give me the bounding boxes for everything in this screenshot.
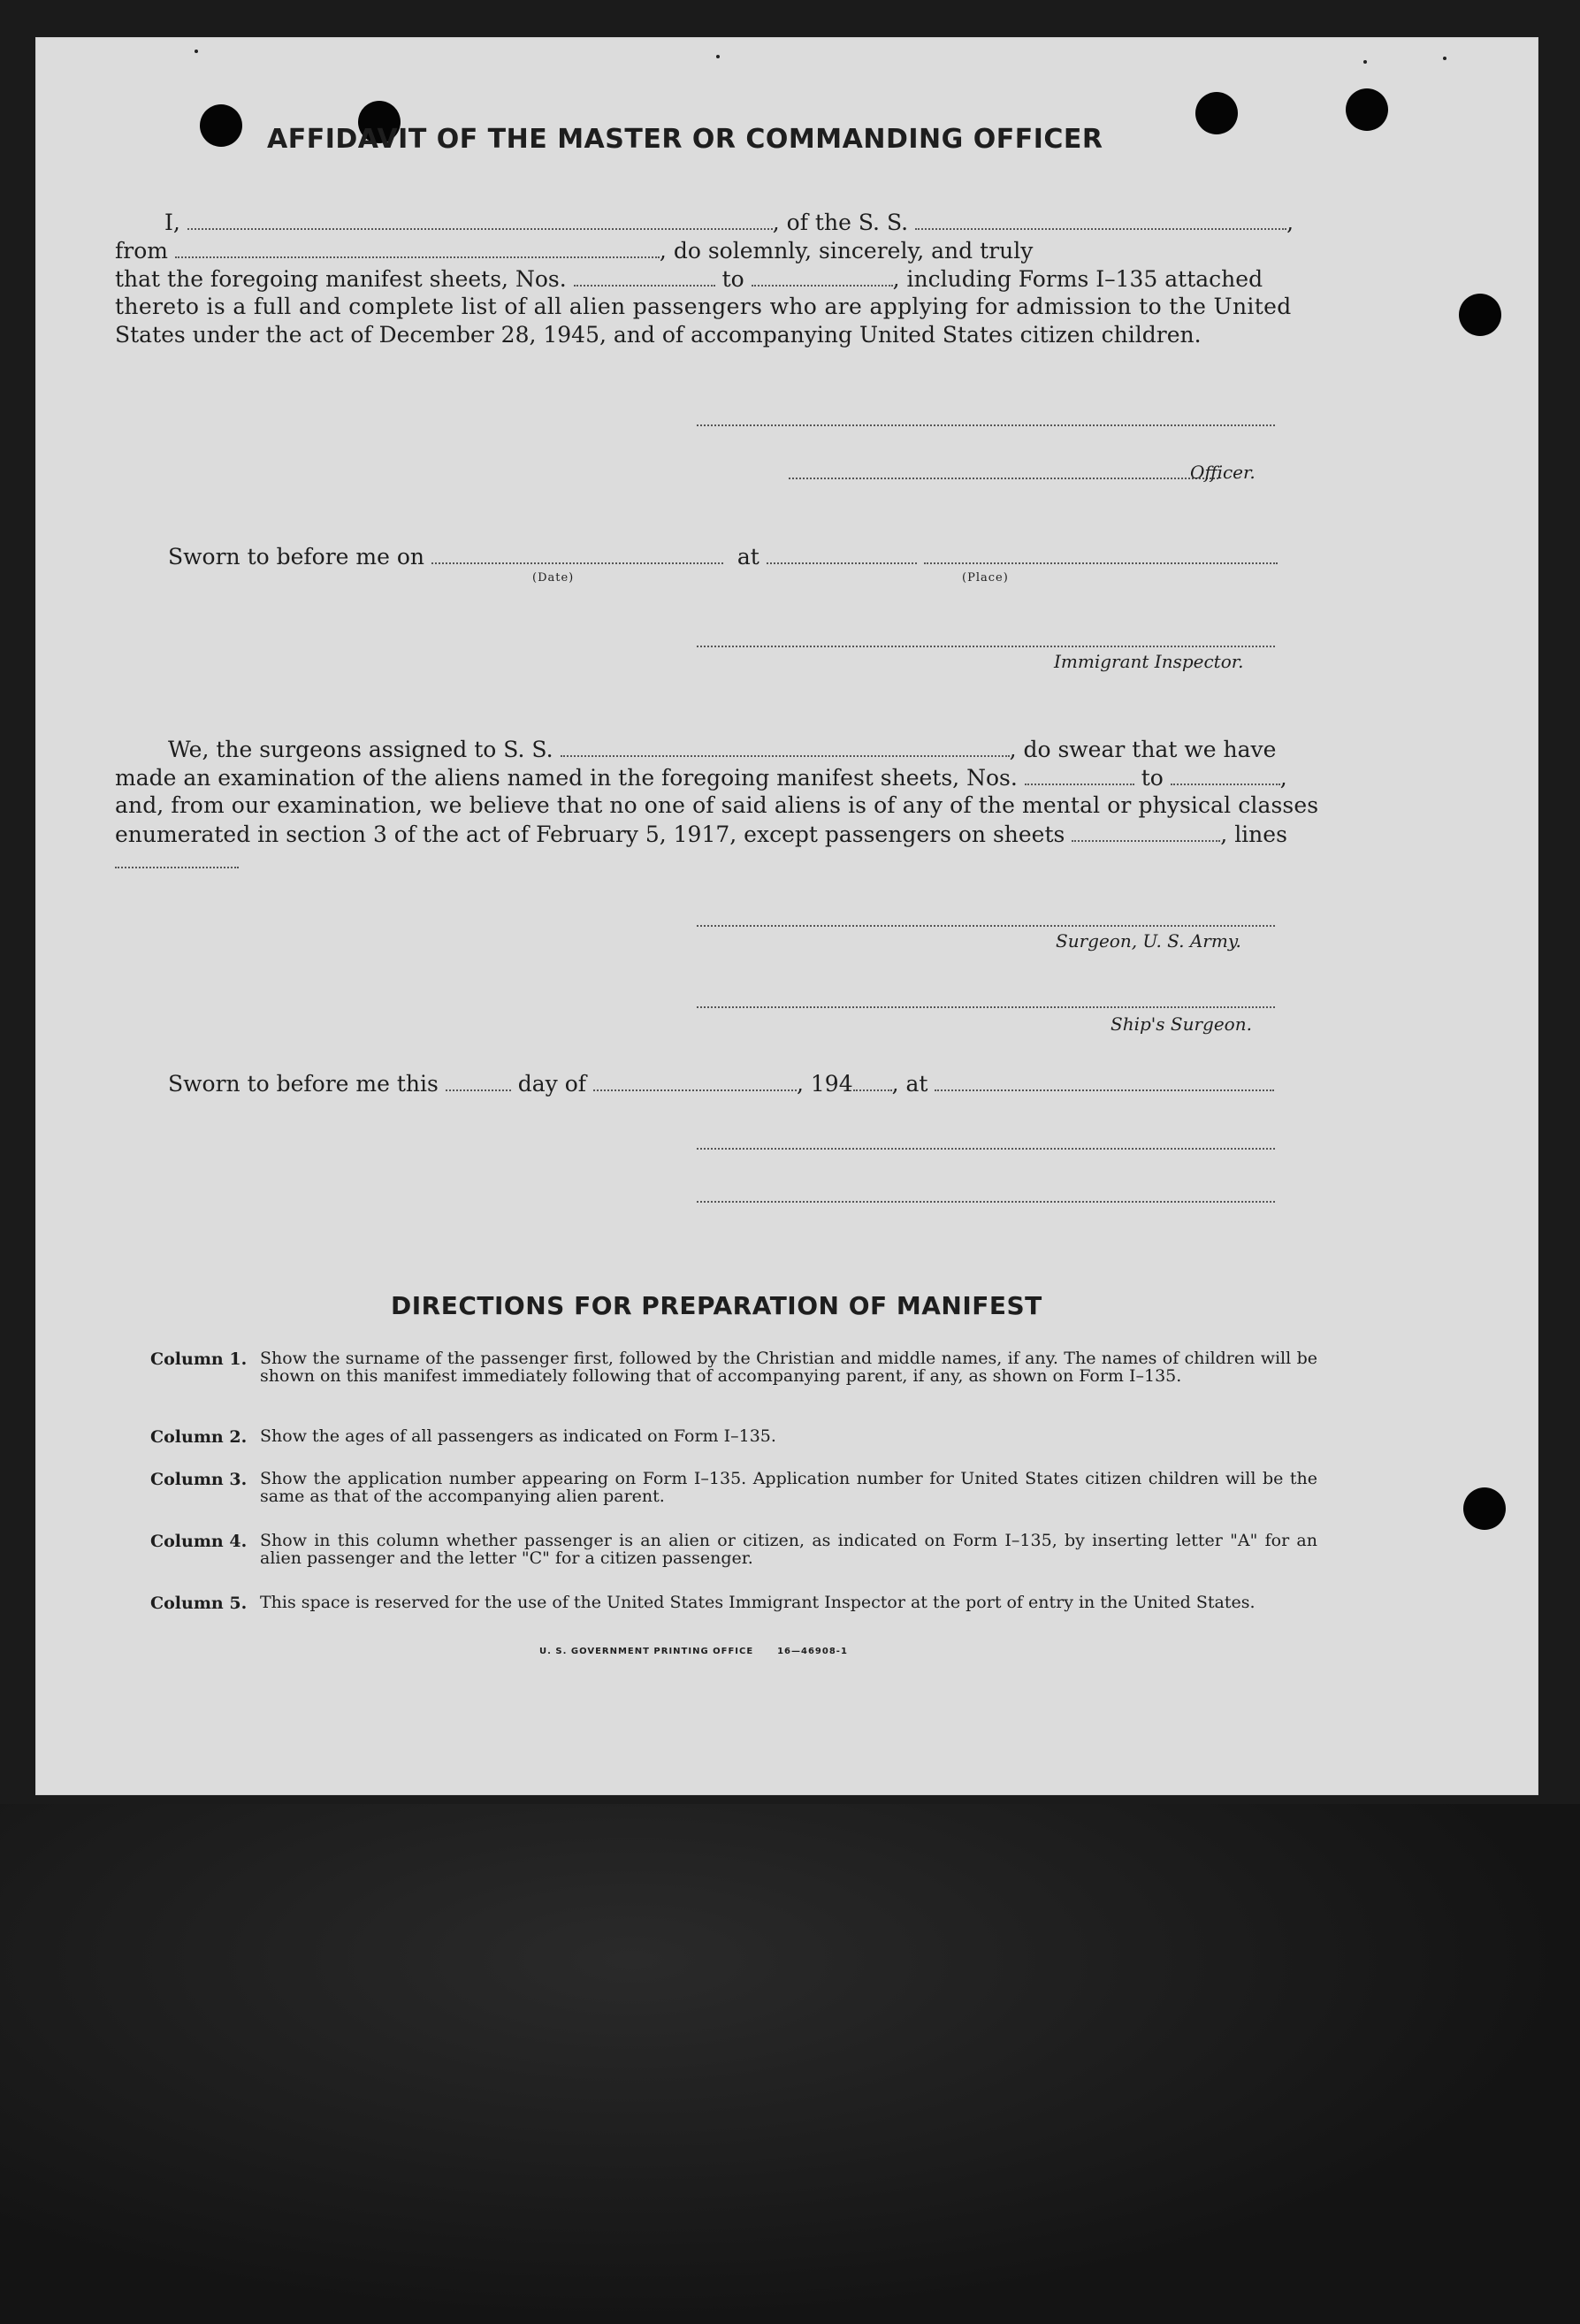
surgeons-line-2 bbox=[115, 764, 1287, 791]
speck bbox=[1363, 60, 1367, 64]
text: , do swear that we have bbox=[1009, 737, 1277, 762]
except-sheets-blank[interactable] bbox=[1072, 821, 1220, 842]
text: enumerated in section 3 of the act of February 5, 1917, except passengers on sheets bbox=[115, 822, 1065, 847]
punch-hole-6 bbox=[1463, 1487, 1506, 1530]
surgeons-inspector-line-1[interactable] bbox=[697, 1148, 1275, 1150]
surgeons-sheet-to-blank[interactable] bbox=[1171, 764, 1280, 785]
place-blank-2[interactable] bbox=[924, 543, 1278, 564]
master-signature-line[interactable] bbox=[697, 424, 1275, 426]
sworn-line-1 bbox=[168, 543, 1278, 570]
direction-text: Show the ages of all passengers as indicated on Form I–135. bbox=[260, 1426, 776, 1446]
punch-hole-5 bbox=[1459, 294, 1501, 336]
text: We, the surgeons assigned to S. S. bbox=[168, 737, 553, 762]
place-blank-1[interactable] bbox=[767, 543, 917, 564]
direction-label: Column 4. bbox=[150, 1532, 248, 1551]
officer-caption: Officer. bbox=[1190, 462, 1256, 483]
printer-name: U. S. GOVERNMENT PRINTING OFFICE bbox=[539, 1647, 754, 1656]
text: to bbox=[721, 266, 744, 292]
except-lines-blank[interactable] bbox=[115, 867, 239, 868]
direction-label: Column 1. bbox=[150, 1349, 248, 1369]
port-blank[interactable] bbox=[175, 237, 660, 258]
year-blank[interactable] bbox=[853, 1070, 892, 1091]
date-caption: (Date) bbox=[532, 571, 575, 585]
ship-surgeon-signature-line[interactable] bbox=[697, 1006, 1275, 1008]
inspector-signature-line[interactable] bbox=[697, 646, 1275, 647]
punch-hole-1 bbox=[200, 104, 242, 147]
text: that the foregoing manifest sheets, Nos. bbox=[115, 266, 567, 292]
text: , of the S. S. bbox=[772, 210, 909, 235]
direction-text: This space is reserved for the use of the United States Immigrant Inspector at the port of entry in the United States. bbox=[260, 1593, 1256, 1612]
officer-signature-line[interactable] bbox=[789, 478, 1218, 479]
text: , do solemnly, sincerely, and truly bbox=[659, 238, 1034, 264]
text: at bbox=[737, 544, 759, 570]
text: , lines bbox=[1220, 822, 1287, 847]
surgeons-line-4 bbox=[115, 821, 1287, 848]
text: to bbox=[1141, 765, 1164, 791]
speck bbox=[195, 50, 198, 53]
affidavit-line-4: thereto is a full and complete list of all alien passengers who are applying for admission to the United bbox=[115, 294, 1292, 319]
sheet-from-blank[interactable] bbox=[574, 265, 715, 287]
affidavit-title: AFFIDAVIT OF THE MASTER OR COMMANDING OFFICER bbox=[267, 124, 1103, 155]
text: , including Forms I–135 attached bbox=[892, 266, 1263, 292]
text: , at bbox=[891, 1071, 928, 1097]
direction-text: Show in this column whether passenger is an alien or citizen, as indicated on Form I–135, by inserting letter "A" for an alien passenger and the letter "C" for a citizen passenger. bbox=[260, 1531, 1317, 1568]
affidavit-line-5: States under the act of December 28, 1945, and of accompanying United States citizen children. bbox=[115, 322, 1202, 348]
sworn-place-blank[interactable] bbox=[935, 1070, 1274, 1091]
punch-hole-4 bbox=[1346, 88, 1388, 131]
background-film bbox=[0, 1804, 1580, 2324]
form-sheet bbox=[35, 37, 1538, 1795]
month-blank[interactable] bbox=[593, 1070, 797, 1091]
surgeons-inspector-line-2[interactable] bbox=[697, 1201, 1275, 1203]
affidavit-line-1 bbox=[164, 209, 1294, 236]
text: , bbox=[1286, 210, 1294, 235]
direction-text: Show the application number appearing on Form I–135. Application number for United States citizen children will be the same as that of the accompanying alien parent. bbox=[260, 1469, 1317, 1506]
text: Sworn to before me this bbox=[168, 1071, 439, 1097]
text: day of bbox=[517, 1071, 587, 1097]
speck bbox=[1443, 57, 1446, 60]
direction-text: Show the surname of the passenger first, followed by the Christian and middle names, if any. The names of children will be shown on this manifest immediately following that of accompanying parent, if any, as shown on Form I–135. bbox=[260, 1349, 1317, 1386]
surgeons-line-3: and, from our examination, we believe that no one of said aliens is of any of the mental or physical classes bbox=[115, 792, 1319, 818]
direction-label: Column 3. bbox=[150, 1470, 248, 1489]
date-blank[interactable] bbox=[431, 543, 723, 564]
text: made an examination of the aliens named in the foregoing manifest sheets, Nos. bbox=[115, 765, 1018, 791]
army-surgeon-caption: Surgeon, U. S. Army. bbox=[1056, 930, 1241, 952]
text: , 194 bbox=[797, 1071, 853, 1097]
army-surgeon-signature-line[interactable] bbox=[697, 925, 1275, 927]
surgeons-sheet-from-blank[interactable] bbox=[1025, 764, 1134, 785]
text: Sworn to before me on bbox=[168, 544, 425, 570]
printing-office-imprint bbox=[539, 1647, 848, 1656]
speck bbox=[716, 55, 720, 58]
ship-name-blank[interactable] bbox=[915, 209, 1286, 230]
sheet-to-blank[interactable] bbox=[752, 265, 893, 287]
sworn-line-2 bbox=[168, 1070, 1274, 1097]
ship-surgeon-caption: Ship's Surgeon. bbox=[1111, 1013, 1252, 1035]
place-caption: (Place) bbox=[962, 571, 1009, 585]
directions-title: DIRECTIONS FOR PREPARATION OF MANIFEST bbox=[391, 1291, 1042, 1320]
punch-hole-3 bbox=[1195, 92, 1238, 134]
text: from bbox=[115, 238, 168, 264]
direction-label: Column 5. bbox=[150, 1594, 248, 1613]
name-blank[interactable] bbox=[187, 209, 773, 230]
affidavit-line-3 bbox=[115, 265, 1263, 293]
text: , bbox=[1279, 765, 1287, 791]
surgeons-line-1 bbox=[168, 736, 1276, 763]
text: I, bbox=[164, 210, 180, 235]
surgeons-ship-blank[interactable] bbox=[561, 736, 1010, 757]
direction-label: Column 2. bbox=[150, 1427, 248, 1447]
form-code: 16—46908-1 bbox=[777, 1647, 848, 1656]
inspector-caption: Immigrant Inspector. bbox=[1054, 651, 1244, 672]
day-blank[interactable] bbox=[446, 1070, 511, 1091]
affidavit-line-2 bbox=[115, 237, 1033, 264]
